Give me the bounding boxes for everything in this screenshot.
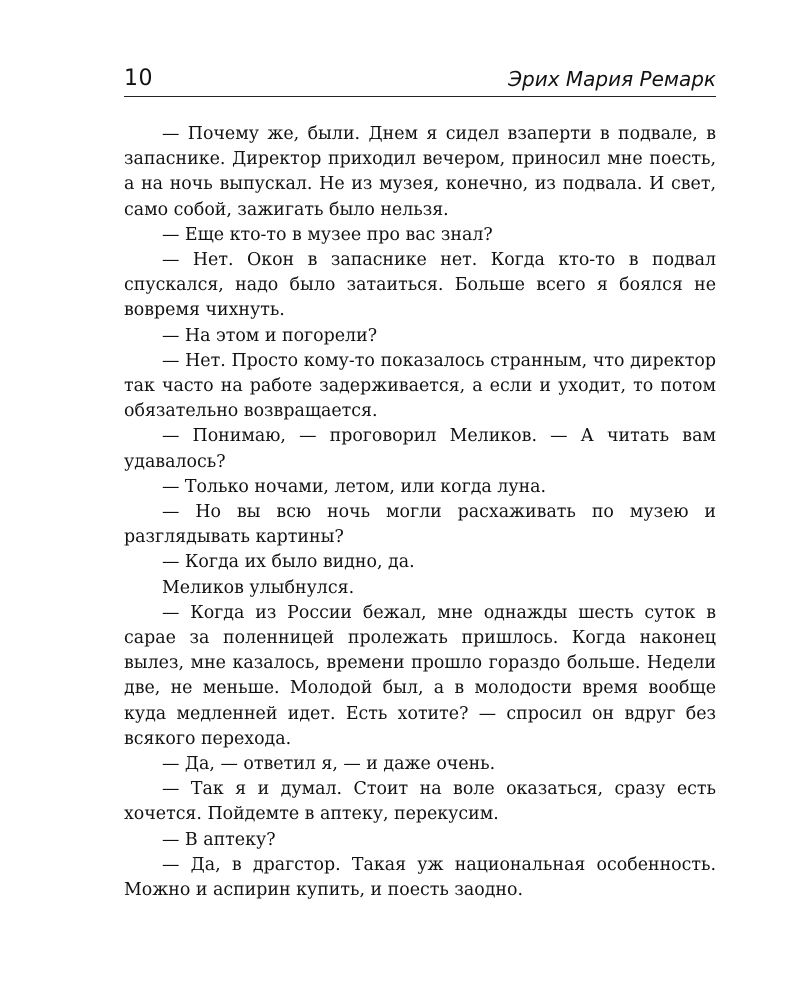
paragraph: — Только ночами, летом, или когда луна.	[162, 476, 547, 497]
paragraph: — Но вы всю ночь могли расхаживать по музею и разглядывать картины?	[124, 502, 716, 548]
paragraph: — Почему же, были. Днем я сидел взаперти в подвале, в запаснике. Директор приходил вечером, приносил мне поесть, а на ночь выпускал. Не из музея, конечно, из подвала. И свет, само собой, зажигать было нельзя.	[124, 124, 716, 220]
body-text	[124, 122, 716, 903]
page-number: 10	[124, 66, 153, 91]
book-author: Эрих Мария Ремарк	[508, 67, 716, 91]
paragraph: — Да, в драгстор. Такая уж национальная особенность. Можно и аспирин купить, и поесть заодно.	[124, 854, 716, 901]
paragraph: — Когда из России бежал, мне однажды шесть суток в сарае за поленницей пролежать пришлось. Когда наконец вылез, мне казалось, времени прошло гораздо больше. Недели две, не меньше. Молодой был, а в молодости время вообще куда медленней идет. Есть хотите? — спросил он вдруг без всякого перехода.	[124, 602, 716, 749]
paragraph: — Нет. Просто кому-то показалось странным, что директор так часто на работе задерживается, а если и уходит, то потом обязательно возвращается.	[124, 350, 716, 422]
paragraph: — Понимаю, — проговорил Меликов. — А читать вам удавалось?	[124, 426, 716, 472]
paragraph: — На этом и погорели?	[162, 325, 378, 346]
paragraph: Меликов улыбнулся.	[162, 577, 355, 598]
paragraph: — Нет. Окон в запаснике нет. Когда кто-то в подвал спускался, надо было затаиться. Больше всего я боялся не вовремя чихнуть.	[124, 250, 716, 321]
paragraph: — Еще кто-то в музее про вас знал?	[162, 224, 493, 245]
paragraph: — Да, — ответил я, — и даже очень.	[162, 754, 496, 775]
paragraph: — Так я и думал. Стоит на воле оказаться, сразу есть хочется. Пойдемте в аптеку, перекусим.	[124, 779, 716, 825]
paragraph: — В аптеку?	[162, 829, 276, 850]
running-header	[124, 62, 716, 97]
paragraph: — Когда их было видно, да.	[162, 552, 415, 573]
